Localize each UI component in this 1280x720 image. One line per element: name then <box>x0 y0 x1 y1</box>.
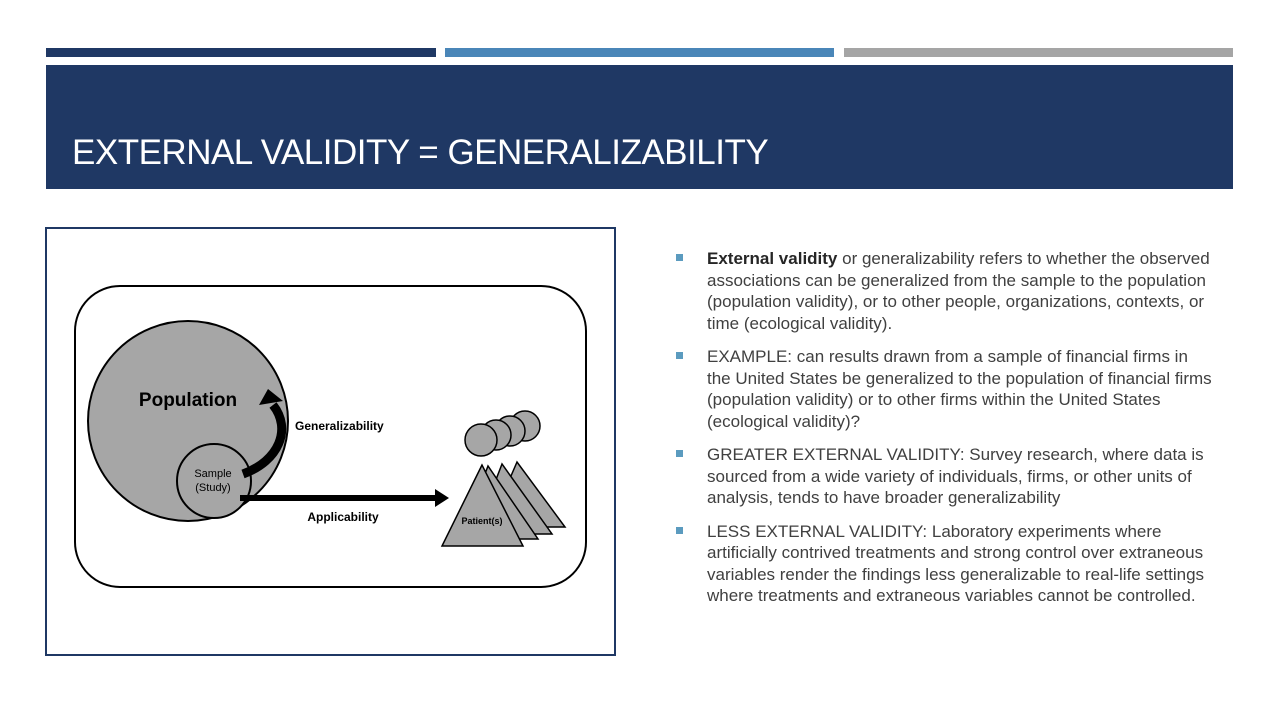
bullet-marker-icon <box>676 352 683 359</box>
bullet-item <box>676 444 1216 509</box>
patient-figure-head <box>465 424 497 456</box>
bullet-text: EXAMPLE: can results drawn from a sample of financial firms in the United States be generalized to the population of financial firms (population validity) or to other firms within the United States (ecological validity)? <box>707 347 1212 431</box>
bullet-text: or generalizability refers to whether the observed associations can be generalized from the sample to the population (population validity), or to other people, organizations, contexts, or time (ecological validity). <box>707 249 1210 333</box>
bullet-marker-icon <box>676 254 683 261</box>
bullet-list <box>676 248 1216 619</box>
bullet-marker-icon <box>676 527 683 534</box>
patients-label: Patient(s) <box>461 516 503 526</box>
slide-title: EXTERNAL VALIDITY = GENERALIZABILITY <box>72 133 769 172</box>
bullet-bold-term: External validity <box>707 249 838 268</box>
accent-bar-blue <box>445 48 834 57</box>
bullet-text: GREATER EXTERNAL VALIDITY: Survey research, where data is sourced from a wide variety of individuals, firms, or other units of analysis, tends to have broader generalizability <box>707 445 1204 507</box>
sample-circle <box>177 444 251 518</box>
study-label: (Study) <box>195 482 231 494</box>
bullet-item <box>676 248 1216 334</box>
accent-bar-gray <box>844 48 1233 57</box>
bullet-text: LESS EXTERNAL VALIDITY: Laboratory experiments where artificially contrived treatments and strong control over extraneous variables render the findings less generalizable to real-life settings where treatments and extraneous variables cannot be controlled. <box>707 521 1205 605</box>
bullet-marker-icon <box>676 450 683 457</box>
title-band <box>46 65 1233 189</box>
population-label: Population <box>138 390 238 411</box>
sample-label: Sample <box>194 468 232 480</box>
bullet-item <box>676 346 1216 432</box>
diagram-frame <box>45 227 616 656</box>
accent-bar-navy <box>46 48 436 57</box>
bullet-item <box>676 521 1216 607</box>
generalizability-label: Generalizability <box>295 419 384 433</box>
applicability-label: Applicability <box>307 510 379 524</box>
generalizability-diagram <box>47 229 614 654</box>
